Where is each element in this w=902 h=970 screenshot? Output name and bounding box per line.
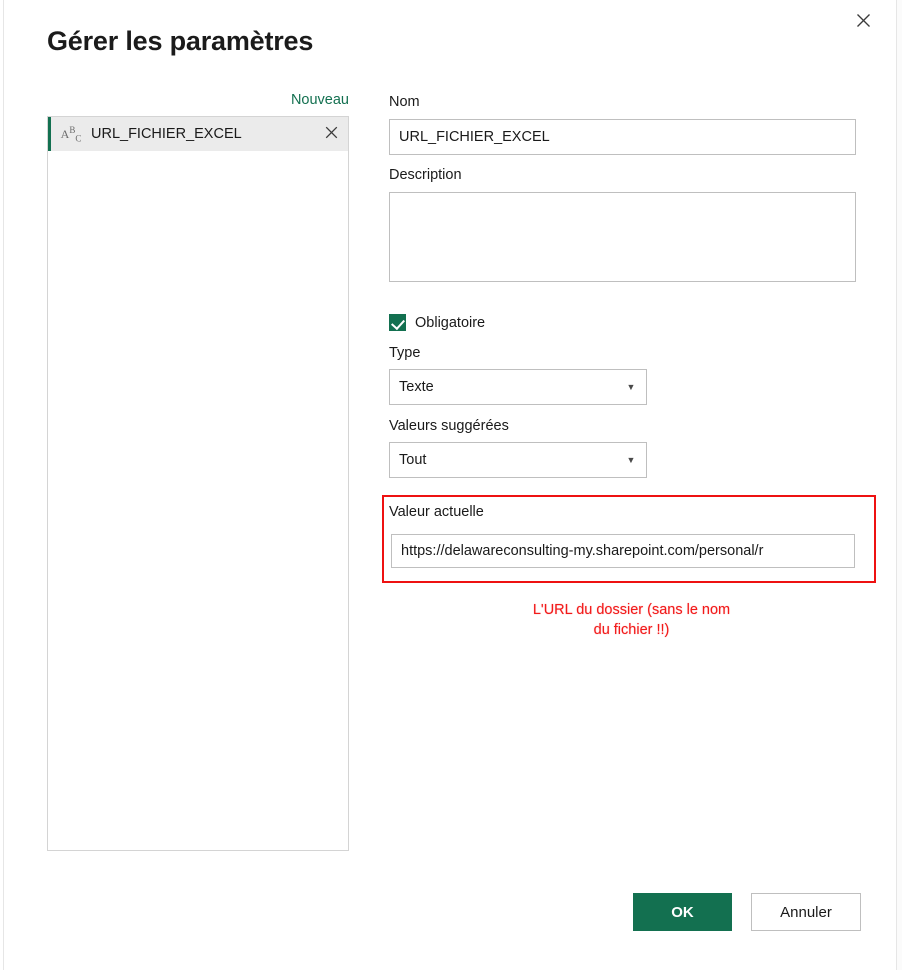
required-checkbox-row[interactable] [389, 314, 485, 331]
remove-parameter-icon[interactable] [314, 126, 348, 143]
description-input[interactable] [389, 192, 856, 282]
checkbox-checked-icon[interactable] [389, 314, 406, 331]
page-title: Gérer les paramètres [47, 26, 314, 56]
text-type-icon: $A^B_C$ [60, 124, 82, 144]
type-select[interactable] [389, 369, 647, 405]
list-item[interactable] [48, 117, 348, 151]
current-value-input[interactable] [391, 534, 855, 568]
type-label: Type [389, 345, 421, 361]
current-value-label: Valeur actuelle [389, 504, 484, 520]
chevron-down-icon[interactable]: ▼ [626, 382, 636, 392]
annotation-text [409, 600, 854, 641]
name-label: Nom [389, 94, 420, 110]
name-input[interactable] [389, 119, 856, 155]
cancel-button[interactable]: Annuler [751, 893, 861, 931]
type-select-value: Texte [399, 379, 434, 395]
suggested-values-select-value: Tout [399, 452, 427, 468]
new-parameter-link[interactable]: Nouveau [290, 92, 349, 108]
chevron-down-icon[interactable]: ▼ [626, 455, 636, 465]
window-right-edge [896, 0, 902, 970]
parameter-list[interactable] [47, 116, 349, 851]
annotation-line-1: L'URL du dossier (sans le nom [532, 602, 731, 618]
window-left-edge [0, 0, 4, 970]
suggested-values-label: Valeurs suggérées [389, 418, 509, 434]
ok-button[interactable]: OK [633, 893, 732, 931]
annotation-line-2: du fichier !!) [593, 622, 670, 639]
description-label: Description [389, 167, 462, 183]
close-icon[interactable] [844, 4, 882, 36]
required-label: Obligatoire [415, 314, 486, 331]
list-item-label: URL_FICHIER_EXCEL [91, 126, 242, 142]
manage-parameters-dialog [5, 0, 896, 970]
suggested-values-select[interactable] [389, 442, 647, 478]
